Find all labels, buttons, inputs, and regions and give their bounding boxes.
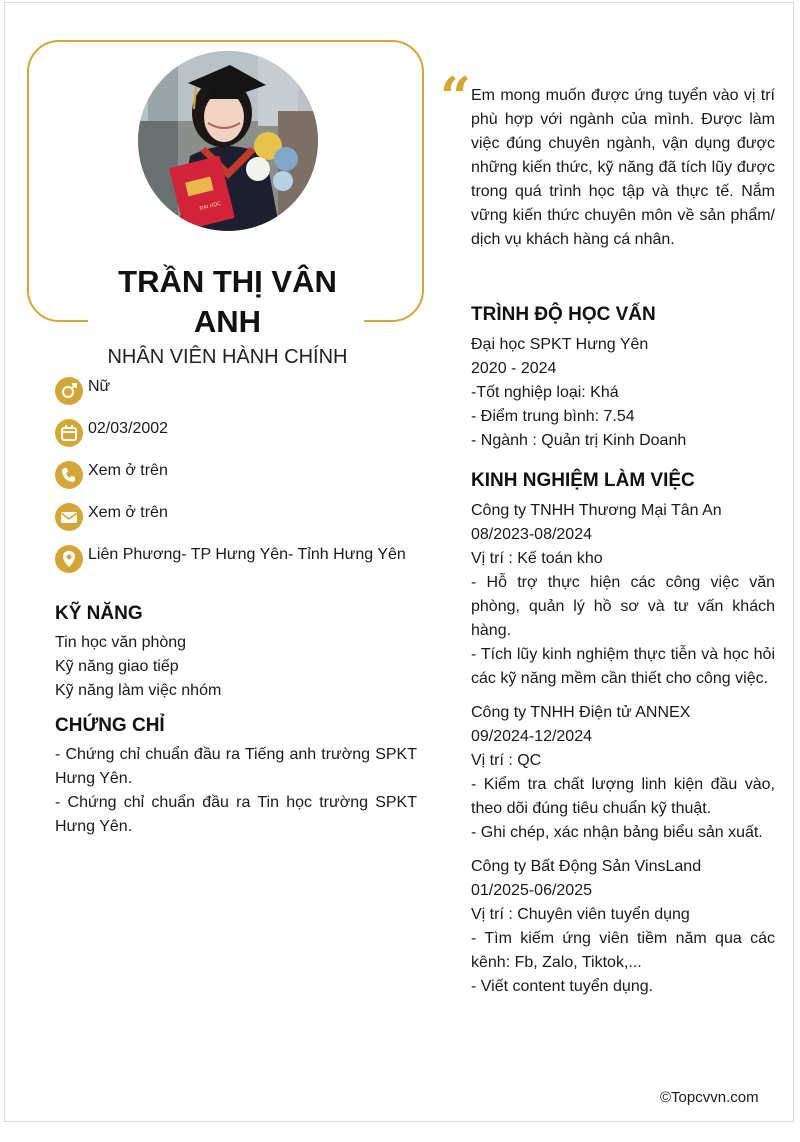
job-company: Công ty Bất Động Sản VinsLand	[471, 858, 702, 875]
contact-email	[55, 503, 425, 533]
job-duty: - Tích lũy kinh nghiệm thực tiễn và học hỏi các kỹ năng mềm cần thiết cho công việc.	[471, 646, 775, 687]
education-detail: -Tốt nghiệp loại: Khá	[471, 384, 619, 401]
birthday-value: 02/03/2002	[88, 420, 169, 437]
education-period: 2020 - 2024	[471, 360, 557, 377]
graduation-photo	[138, 51, 318, 231]
skill-item: Tin học văn phòng	[55, 634, 187, 651]
education-detail: - Điểm trung bình: 7.54	[471, 408, 635, 425]
job-duty: - Kiểm tra chất lượng linh kiện đầu vào, theo dõi đúng tiêu chuẩn kỹ thuật.	[471, 776, 775, 817]
job-role: Vị trí : QC	[471, 752, 542, 769]
job-company: Công ty TNHH Thương Mại Tân An	[471, 502, 722, 519]
job-role: Vị trí : Chuyên viên tuyển dụng	[471, 906, 690, 923]
phone-icon	[55, 461, 83, 489]
skills-heading: KỸ NĂNG	[55, 603, 143, 624]
job-duty: - Tìm kiếm ứng viên tiềm năm qua các kênh: Fb, Zalo, Tiktok,...	[471, 930, 775, 971]
skill-item: Kỹ năng giao tiếp	[55, 658, 179, 675]
skill-item: Kỹ năng làm việc nhóm	[55, 682, 222, 699]
job-duty: - Ghi chép, xác nhận bảng biểu sản xuất.	[471, 824, 763, 841]
gender-value: Nữ	[88, 378, 111, 395]
location-icon	[55, 545, 83, 573]
phone-value: Xem ở trên	[88, 462, 168, 479]
candidate-name: TRẦN THỊ VÂN ANH	[118, 264, 337, 339]
job-company: Công ty TNHH Điện tử ANNEX	[471, 704, 691, 721]
education-detail: - Ngành : Quản trị Kinh Doanh	[471, 432, 687, 449]
certificate-item: - Chứng chỉ chuẩn đầu ra Tin học trường SPKT Hưng Yên.	[55, 794, 417, 835]
certificates-heading: CHỨNG CHỈ	[55, 715, 165, 736]
job-role: Vị trí : Kế toán kho	[471, 550, 603, 567]
contact-gender	[55, 377, 425, 407]
contact-birthday	[55, 419, 425, 449]
education-heading: TRÌNH ĐỘ HỌC VẤN	[471, 304, 656, 325]
job-duty: - Viết content tuyển dụng.	[471, 978, 654, 995]
contact-address	[55, 545, 425, 575]
diploma-caption: ĐẠI HỌC	[199, 200, 222, 212]
email-value: Xem ở trên	[88, 504, 168, 521]
certificate-item: - Chứng chỉ chuẩn đầu ra Tiếng anh trường SPKT Hưng Yên.	[55, 746, 417, 787]
job-period: 08/2023-08/2024	[471, 526, 592, 543]
job-period: 01/2025-06/2025	[471, 882, 592, 899]
avatar	[138, 51, 318, 231]
email-icon	[55, 503, 83, 531]
career-objective: Em mong muốn được ứng tuyển vào vị trí phù hợp với ngành của mình. Được làm việc đúng chuyên ngành, vận dụng được những kiến thức, kỹ năng đã tích lũy được trong quá trình học tập và thực tế. Nắm vững kiến thức chuyên môn về sản phẩm/ dịch vụ khách hàng cá nhân.	[471, 87, 775, 248]
gender-icon	[55, 377, 83, 405]
calendar-icon	[55, 419, 83, 447]
candidate-position: NHÂN VIÊN HÀNH CHÍNH	[107, 346, 348, 368]
footer-watermark[interactable]: ©Topcvvn.com	[660, 1089, 759, 1106]
job-period: 09/2024-12/2024	[471, 728, 592, 745]
experience-heading: KINH NGHIỆM LÀM VIỆC	[471, 470, 695, 491]
education-school: Đại học SPKT Hưng Yên	[471, 336, 649, 353]
contact-phone	[55, 461, 425, 491]
address-value: Liên Phương- TP Hưng Yên- Tỉnh Hưng Yên	[88, 546, 406, 563]
quote-icon: “	[440, 65, 472, 129]
job-duty: - Hỗ trợ thực hiện các công việc văn phòng, quản lý hồ sơ và tư vấn khách hàng.	[471, 574, 775, 639]
